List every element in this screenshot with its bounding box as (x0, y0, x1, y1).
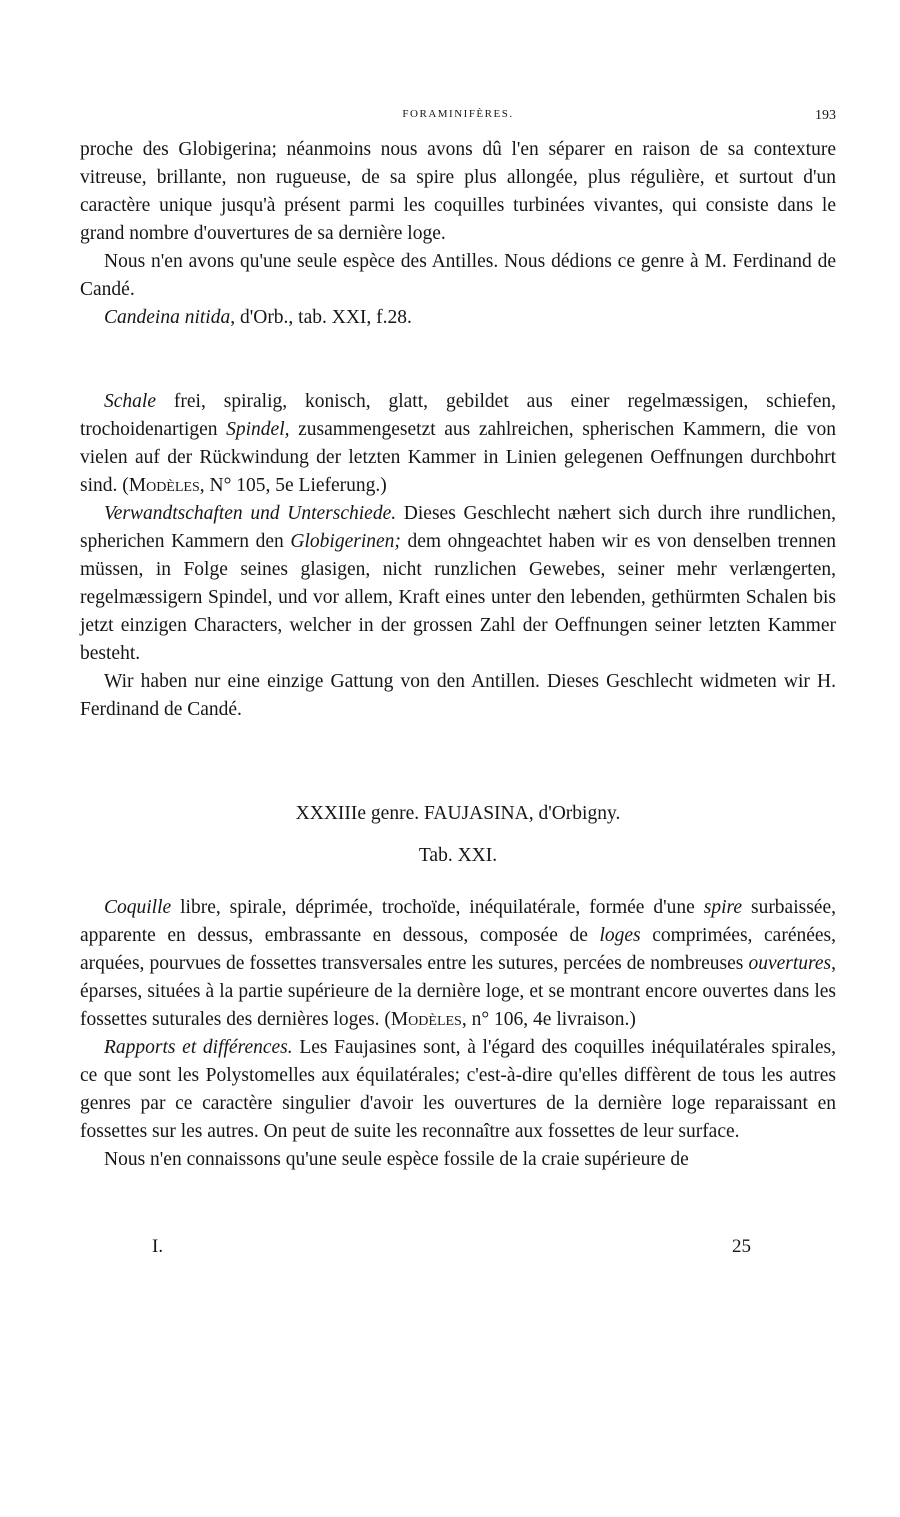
text-run: frei, spiralig, konisch, glatt, gebildet aus einer regelmæssigen, schiefen, trochoidenartigen (80, 391, 836, 440)
italic-term: Globigerinen; (290, 531, 401, 552)
italic-term: loges (599, 925, 641, 946)
text-run: , n° 106, 4e livraison.) (461, 1009, 636, 1030)
footer-sheet-number: 25 (732, 1236, 751, 1257)
paragraph: Nous n'en avons qu'une seule espèce des Antilles. Nous dédions ce genre à M. Ferdinand de Candé. (80, 251, 836, 300)
text-run: zusammengesetzt aus zahlreichen, spherischen Kammern, die von vielen auf der Rückwindung der letzten Kammer in Linien gelegenen Oeffnungen durchbohrt sind. ( (80, 419, 836, 496)
models-label: Modèles (390, 1009, 462, 1030)
running-header (80, 108, 836, 128)
text-run: dem ohngeachtet haben wir es von denselben trennen müssen, in Folge seines glasigen, nicht runzlichen Gewebes, seiner mehr verlængerten, regelmæssigern Spindel, und vor allem, Kraft eines unter den lebenden, gethürmten Schalen bis jetzt einzigen Characters, welcher in der grossen Zahl der Oeffnungen seiner letzten Kammer besteht. (80, 531, 836, 664)
paragraph (80, 1034, 836, 1146)
species-citation: , d'Orb., tab. XXI, f.28. (230, 307, 412, 328)
running-title: FORAMINIFÈRES. (402, 108, 514, 120)
italic-term: ouvertures (748, 953, 832, 974)
text-run: libre, spirale, déprimée, trochoïde, inéquilatérale, formée d'une (171, 897, 704, 918)
french-description-section (80, 894, 836, 1174)
lead-term: Rapports et différences. (104, 1037, 293, 1058)
text-run: , éparses, situées à la partie supérieure de la dernière loge, et se montrant encore ouvertes dans les fossettes suturales des dernières loges. ( (80, 953, 836, 1030)
french-intro-section (80, 136, 836, 332)
page-number: 193 (815, 108, 836, 123)
species-reference (80, 304, 836, 332)
text-run: Les Faujasines sont, à l'égard des coquilles inéquilatérales spirales, ce que sont les Polystomelles aux équilatérales; c'est-à-dire qu'elles diffèrent de tous les autres genres par ce caractère singulier d'avoir les ouvertures de la dernière loge reparaissant en fossettes sur les autres. On peut de suite les reconnaître aux fossettes de leur surface. (80, 1037, 836, 1142)
text-run: Dieses Geschlecht næhert sich durch ihre rundlichen, spherichen Kammern den (80, 503, 837, 552)
paragraph: Wir haben nur eine einzige Gattung von den Antillen. Dieses Geschlecht widmeten wir H. Ferdinand de Candé. (80, 671, 836, 720)
text-run: surbaissée, apparente en dessus, embrassante en dessous, composée de (80, 897, 836, 946)
lead-term: Schale (104, 391, 156, 412)
paragraph: Nous n'en connaissons qu'une seule espèce fossile de la craie supérieure de (104, 1149, 689, 1170)
text-run: , N° 105, 5e Lieferung.) (199, 475, 387, 496)
lead-term: Verwandtschaften und Unterschiede. (104, 503, 397, 524)
text-run: comprimées, carénées, arquées, pourvues de fossettes transversales entre les sutures, percées de nombreuses (80, 925, 836, 974)
species-name: Candeina nitida (104, 307, 231, 328)
lead-term: Coquille (104, 897, 172, 918)
german-description-section (80, 388, 836, 724)
footer-signature: I. (152, 1236, 164, 1257)
italic-term: Spindel, (226, 419, 290, 440)
paragraph (80, 388, 836, 500)
italic-term: spire (703, 897, 743, 918)
paragraph (80, 894, 836, 1034)
plate-heading: Tab. XXI. (418, 845, 498, 866)
genus-heading: XXXIIIe genre. FAUJASINA, d'Orbigny. (295, 803, 621, 824)
paragraph (80, 500, 836, 668)
paragraph: proche des Globigerina; néanmoins nous avons dû l'en séparer en raison de sa contexture vitreuse, brillante, non rugueuse, de sa spire plus allongée, plus régulière, et surtout d'un caractère unique jusqu'à présent parmi les coquilles turbinées vivantes, qui consiste dans le grand nombre d'ouvertures de sa dernière loge. (80, 139, 836, 244)
models-label: Modèles (128, 475, 200, 496)
